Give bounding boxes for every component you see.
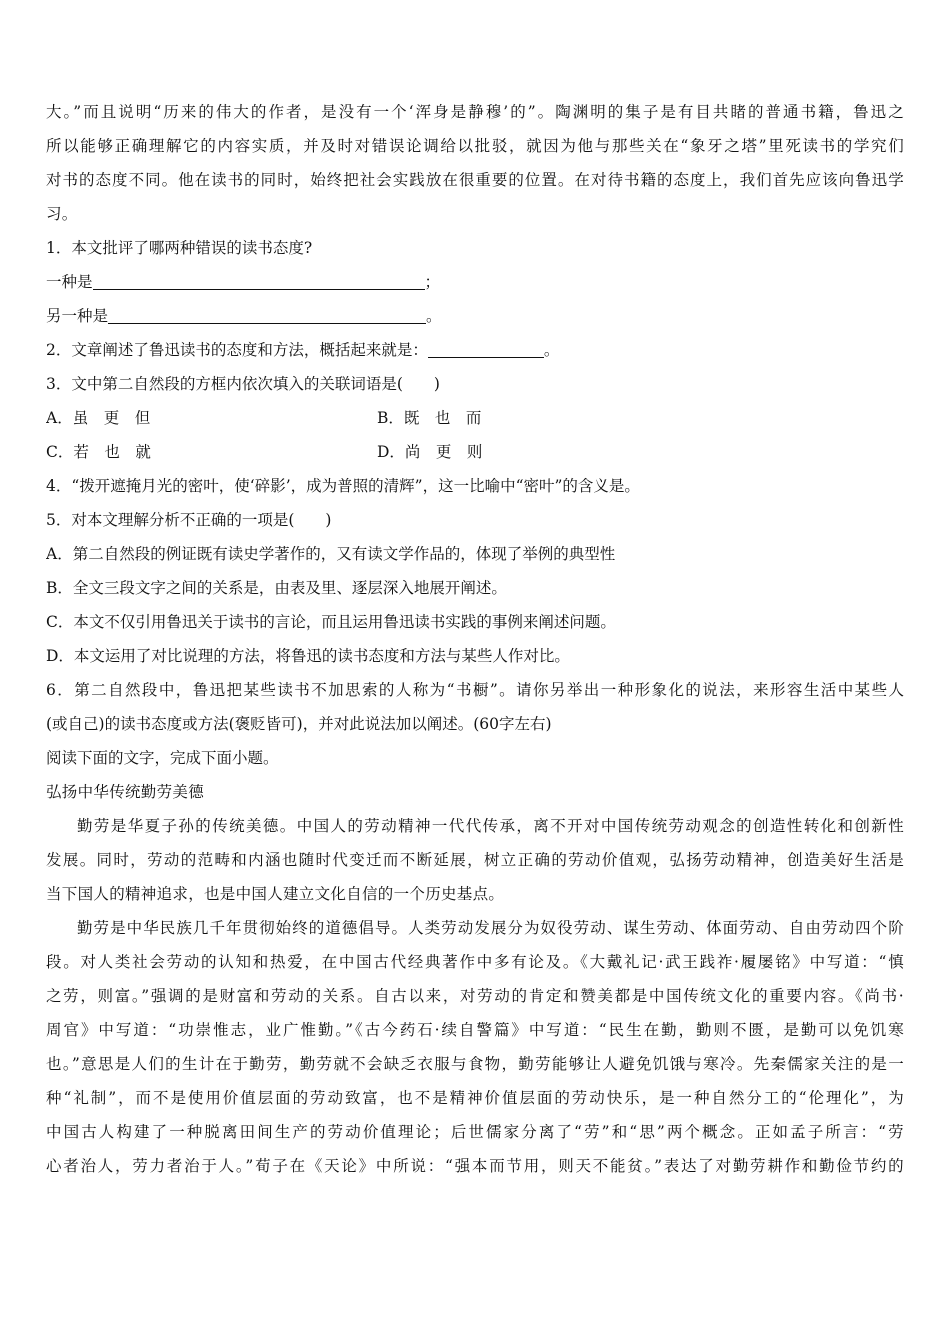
paragraph-1 — [46, 809, 904, 911]
passage-line: 也。”意思是人们的生计在于勤劳，勤劳就不会缺乏衣服与食物，勤劳能够让人避免饥饿与寒冷。先秦儒家关注的是一 — [46, 1055, 904, 1073]
passage-line: 大。”而且说明“历来的伟大的作者，是没有一个‘浑身是静穆’的”。陶渊明的集子是有目共睹的普通书籍，鲁迅之 — [46, 103, 904, 121]
passage-line: 种“礼制”，而不是使用价值层面的劳动致富，也不是精神价值层面的劳动快乐，是一种自然分工的“伦理化”，为 — [46, 1089, 904, 1107]
answer-blank[interactable] — [93, 273, 425, 290]
answer-line — [46, 265, 904, 299]
option-a[interactable]: A．第二自然段的例证既有读史学著作的，又有读文学作品的，体现了举例的典型性 — [46, 545, 616, 563]
option-row — [46, 435, 904, 469]
question-1 — [46, 231, 904, 333]
option-c[interactable]: C．本文不仅引用鲁迅关于读书的言论，而且运用鲁迅读书实践的事例来阐述问题。 — [46, 613, 616, 631]
question-stem-line: (或自己)的读书态度或方法(褒贬皆可)，并对此说法加以阐述。(60字左右) — [46, 715, 552, 733]
answer-blank[interactable] — [428, 341, 544, 358]
question-stem: 2．文章阐述了鲁迅读书的态度和方法，概括起来就是： — [46, 341, 428, 359]
question-6 — [46, 673, 904, 741]
passage-line: 之劳，则富。”强调的是财富和劳动的关系。自古以来，对劳动的肯定和赞美都是中国传统文化的重要内容。《尚书· — [46, 987, 904, 1005]
option-d[interactable]: D．本文运用了对比说理的方法，将鲁迅的读书态度和方法与某些人作对比。 — [46, 647, 570, 665]
passage-line: 发展。同时，劳动的范畴和内涵也随时代变迁而不断延展，树立正确的劳动价值观，弘扬劳动精神，创造美好生活是 — [46, 851, 904, 869]
answer-blank[interactable] — [108, 307, 426, 324]
answer-suffix: ； — [424, 273, 441, 291]
question-3 — [46, 367, 904, 469]
paragraph-2 — [46, 911, 904, 1183]
question-stem: 3．文中第二自然段的方框内依次填入的关联词语是( ) — [46, 375, 440, 393]
passage-line: 所以能够正确理解它的内容实质，并及时对错误论调给以批驳，就因为他与那些关在“象牙之塔”里死读书的学究们 — [46, 137, 904, 155]
passage-line: 勤劳是华夏子孙的传统美德。中国人的劳动精神一代代传承，离不开对中国传统劳动观念的创造性转化和创新性 — [77, 817, 904, 835]
option-b[interactable]: B．既 也 而 — [377, 409, 482, 427]
passage-line: 心者治人，劳力者治于人。”荀子在《天论》中所说：“强本而节用，则天不能贫。”表达了对勤劳耕作和勤俭节约的 — [46, 1157, 904, 1175]
option-a[interactable]: A．虽 更 但 — [46, 409, 151, 427]
question-4: 4．“拨开遮掩月光的密叶，使‘碎影’，成为普照的清辉”，这一比喻中“密叶”的含义是。 — [46, 477, 640, 495]
passage-line: 段。对人类社会劳动的认知和热爱，在中国古代经典著作中多有论及。《大戴礼记·武王践祚·履屡铭》中写道：“慎 — [46, 953, 904, 971]
option-d[interactable]: D．尚 更 则 — [377, 443, 483, 461]
passage-line: 对书的态度不同。他在读书的同时，始终把社会实践放在很重要的位置。在对待书籍的态度上，我们首先应该向鲁迅学 — [46, 171, 904, 189]
passage-line: 当下国人的精神追求，也是中国人建立文化自信的一个历史基点。 — [46, 885, 505, 903]
question-stem-line: 6．第二自然段中，鲁迅把某些读书不加思索的人称为“书橱”。请你另举出一种形象化的说法，来形容生活中某些人 — [46, 681, 904, 699]
answer-prefix: 另一种是 — [46, 307, 109, 325]
passage-line: 勤劳是中华民族几千年贯彻始终的道德倡导。人类劳动发展分为奴役劳动、谋生劳动、体面劳动、自由劳动四个阶 — [77, 919, 904, 937]
answer-suffix: 。 — [426, 307, 442, 325]
question-suffix: 。 — [543, 341, 560, 359]
passage-2 — [46, 775, 904, 1183]
passage-line: 周官》中写道：“功崇惟志，业广惟勤。”《古今药石·续自警篇》中写道：“民生在勤，勤则不匮，是勤可以免饥寒 — [46, 1021, 904, 1039]
passage-title: 弘扬中华传统勤劳美德 — [46, 783, 205, 801]
answer-prefix: 一种是 — [46, 273, 93, 291]
document-page — [46, 95, 904, 1183]
answer-line — [46, 299, 904, 333]
option-c[interactable]: C．若 也 就 — [46, 443, 151, 461]
question-stem: 1．本文批评了哪两种错误的读书态度? — [46, 239, 313, 257]
question-stem: 5．对本文理解分析不正确的一项是( ) — [46, 511, 332, 529]
option-row — [46, 401, 904, 435]
reading-instruction: 阅读下面的文字，完成下面小题。 — [46, 749, 279, 767]
option-b[interactable]: B．全文三段文字之间的关系是，由表及里、逐层深入地展开阐述。 — [46, 579, 507, 597]
passage-line: 中国古人构建了一种脱离田间生产的劳动价值理论；后世儒家分离了“劳”和“思”两个概念。正如孟子所言：“劳 — [46, 1123, 904, 1141]
passage-1-tail — [46, 95, 904, 231]
question-5 — [46, 503, 904, 673]
question-2 — [46, 333, 904, 367]
passage-line: 习。 — [46, 205, 78, 223]
